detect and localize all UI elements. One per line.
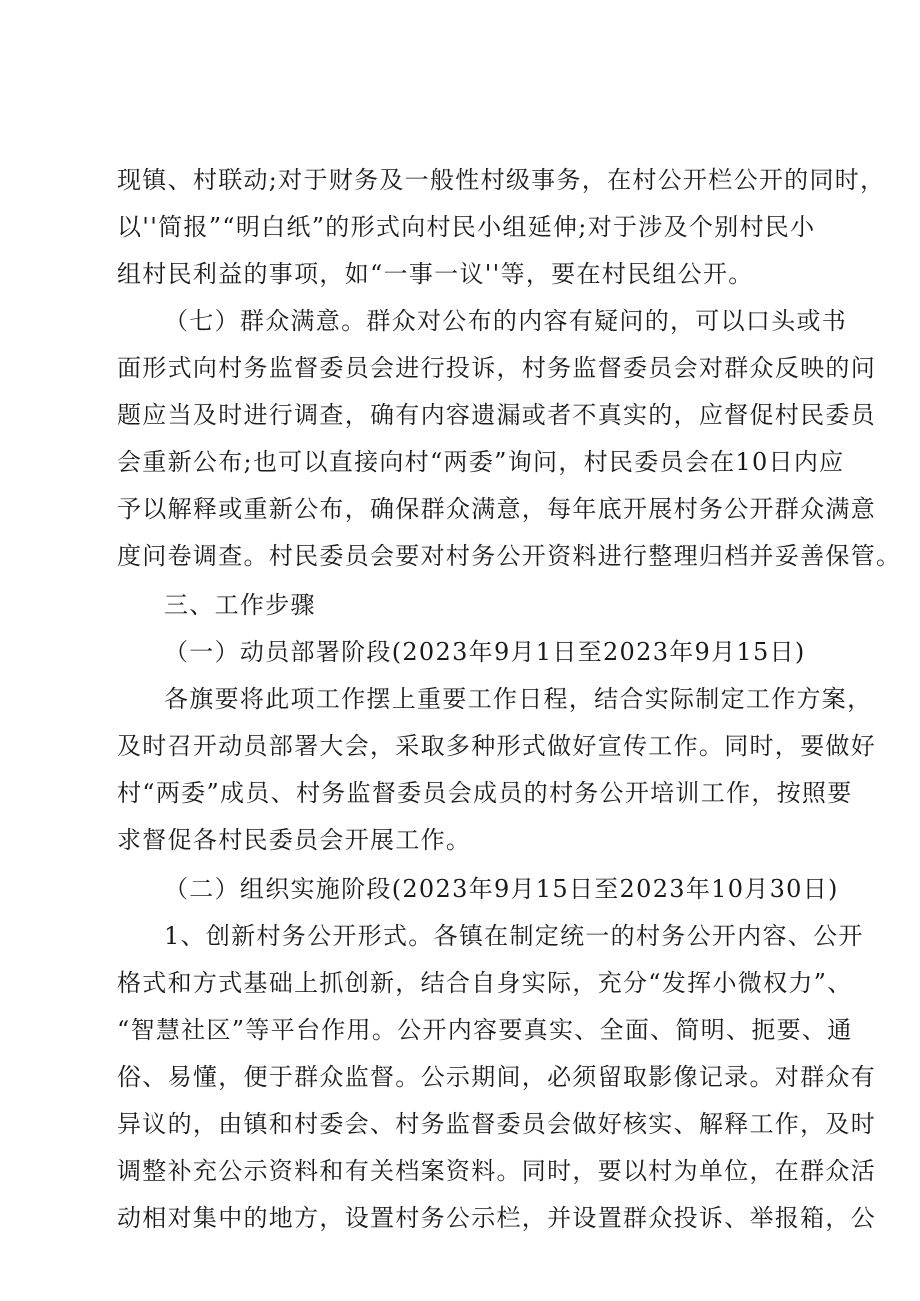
text-line-7: 会重新公布;也可以直接向村“两委”询问，村民委员会在10日内应 (117, 448, 845, 476)
text-line-13: 及时召开动员部署大会，采取多种形式做好宣传工作。同时，要做好 (117, 732, 876, 760)
text-line-14: 村“两委”成员、村务监督委员会成员的村务公开培训工作，按照要 (117, 779, 853, 807)
text-line-1: 现镇、村联动;对于财务及一般性村级事务，在村公开栏公开的同时， (117, 166, 886, 194)
text-line-20: 俗、易懂，便于群众监督。公示期间，必须留取影像记录。对群众有 (117, 1063, 876, 1091)
text-line-19: “智慧社区”等平台作用。公开内容要真实、全面、简明、扼要、通 (117, 1016, 853, 1044)
stage-1-heading: （一）动员部署阶段(2023年9月1日至2023年9月15日) (164, 638, 806, 666)
text-line-9: 度问卷调查。村民委员会要对村务公开资料进行整理归档并妥善保管。 (117, 542, 902, 570)
text-line-23: 动相对集中的地方，设置村务公示栏，并设置群众投诉、举报箱，公 (117, 1204, 876, 1232)
section-heading-work-steps: 三、工作步骤 (164, 591, 316, 619)
text-line-6: 题应当及时进行调查，确有内容遗漏或者不真实的，应督促村民委员 (117, 401, 876, 429)
text-line-17: 1、创新村务公开形式。各镇在制定统一的村务公开内容、公开 (164, 922, 864, 950)
text-line-21: 异议的，由镇和村委会、村务监督委员会做好核实、解释工作，及时 (117, 1110, 876, 1138)
text-line-22: 调整补充公示资料和有关档案资料。同时，要以村为单位，在群众活 (117, 1157, 876, 1185)
text-line-5: 面形式向村务监督委员会进行投诉，村务监督委员会对群众反映的问 (117, 354, 876, 382)
text-line-12: 各旗要将此项工作摆上重要工作日程，结合实际制定工作方案， (164, 685, 873, 713)
text-line-15: 求督促各村民委员会开展工作。 (117, 826, 472, 854)
text-line-18: 格式和方式基础上抓创新，结合自身实际，充分“发挥小微权力”、 (117, 969, 853, 997)
text-line-3: 组村民利益的事项，如“一事一议''等，要在村民组公开。 (117, 260, 754, 288)
text-line-8: 予以解释或重新公布，确保群众满意，每年底开展村务公开群众满意 (117, 495, 876, 523)
text-line-2: 以''简报”“明白纸”的形式向村民小组延伸;对于涉及个别村民小 (117, 213, 816, 241)
stage-2-heading: （二）组织实施阶段(2023年9月15日至2023年10月30日) (164, 875, 839, 903)
paragraph-7-title: （七）群众满意。群众对公布的内容有疑问的，可以口头或书 (164, 307, 848, 335)
